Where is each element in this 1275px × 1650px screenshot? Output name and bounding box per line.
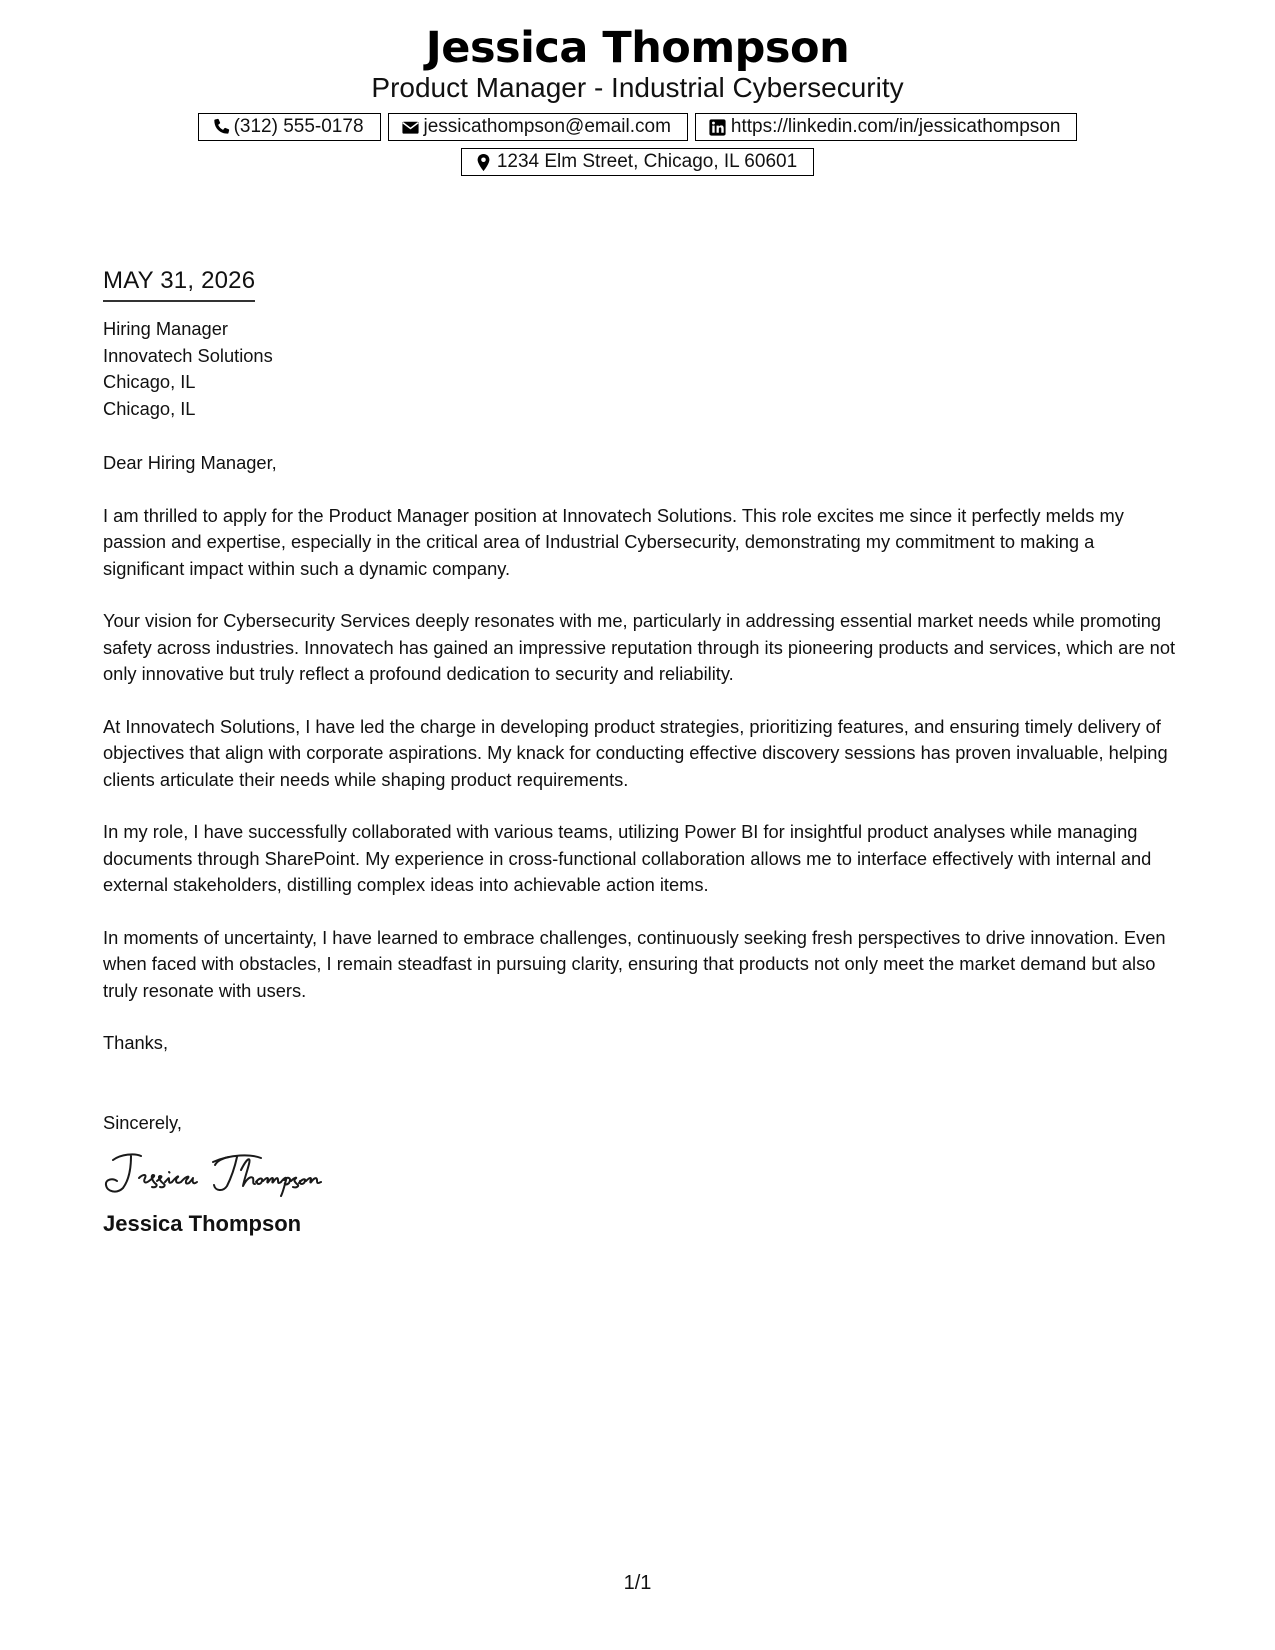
body-paragraph: In my role, I have successfully collaborated with various teams, utilizing Power BI for insightful product analyses while managing documents through SharePoint. My experience in cross-functional collaboration allows me to interface effectively with internal and external stakeholders, distilling complex ideas into achievable action items. (103, 821, 1152, 895)
contact-row-address (0, 148, 1275, 176)
signer-name: Jessica Thompson (103, 1211, 302, 1236)
linkedin-icon (708, 118, 727, 137)
recipient-line: Innovatech Solutions (103, 344, 273, 366)
contact-phone[interactable] (198, 113, 381, 141)
phone-icon (211, 118, 230, 137)
body-paragraph: I am thrilled to apply for the Product Manager position at Innovatech Solutions. This role excites me since it perfectly melds my passion and expertise, especially in the critical area of Industrial Cybersecurity, demonstrating my commitment to making a significant impact within such a dynamic company. (103, 504, 1124, 579)
street-address: 1234 Elm Street, Chicago, IL 60601 (496, 151, 798, 172)
body-paragraph: At Innovatech Solutions, I have led the charge in developing product strategies, prioritizing features, and ensuring timely delivery of objectives that align with corporate aspirations. My knack for conducting effective discovery sessions has proven invaluable, helping clients articulate their needs while shaping product requirements. (103, 715, 1168, 790)
thanks-line: Thanks, (103, 1032, 169, 1053)
email-address: jessicathompson@email.com (423, 116, 671, 137)
contact-email[interactable] (388, 113, 688, 141)
contact-linkedin[interactable] (695, 113, 1078, 141)
letter-header (0, 22, 1275, 176)
contact-row (0, 113, 1275, 141)
closing-line: Sincerely, (103, 1111, 182, 1133)
handwritten-signature (101, 1148, 371, 1198)
phone-number: (312) 555-0178 (233, 116, 364, 137)
recipient-line: Chicago, IL (103, 397, 196, 419)
letter-date: MAY 31, 2026 (103, 266, 255, 302)
salutation: Dear Hiring Manager, (103, 452, 277, 473)
recipient-block (103, 316, 1178, 422)
letter-body (103, 266, 1178, 1238)
map-marker-icon (474, 153, 493, 172)
envelope-icon (401, 118, 420, 137)
linkedin-url: https://linkedin.com/in/jessicathompson (730, 116, 1061, 137)
applicant-name: Jessica Thompson (425, 23, 850, 73)
page-number: 1/1 (623, 1572, 652, 1594)
contact-address (461, 148, 814, 176)
recipient-line: Hiring Manager (103, 318, 228, 339)
applicant-job-title: Product Manager - Industrial Cybersecurity (371, 72, 904, 103)
body-paragraph: In moments of uncertainty, I have learned to embrace challenges, continuously seeking fresh perspectives to drive innovation. Even when faced with obstacles, I remain steadfast in pursuing clarity, ensuring that products not only meet the market demand but also truly resonate with users. (103, 926, 1166, 1001)
body-paragraph: Your vision for Cybersecurity Services deeply resonates with me, particularly in addressing essential market needs while promoting safety across industries. Innovatech has gained an impressive reputation through its pioneering products and services, which are not only innovative but truly reflect a profound dedication to security and reliability. (103, 610, 1176, 684)
recipient-line: Chicago, IL (103, 371, 196, 392)
